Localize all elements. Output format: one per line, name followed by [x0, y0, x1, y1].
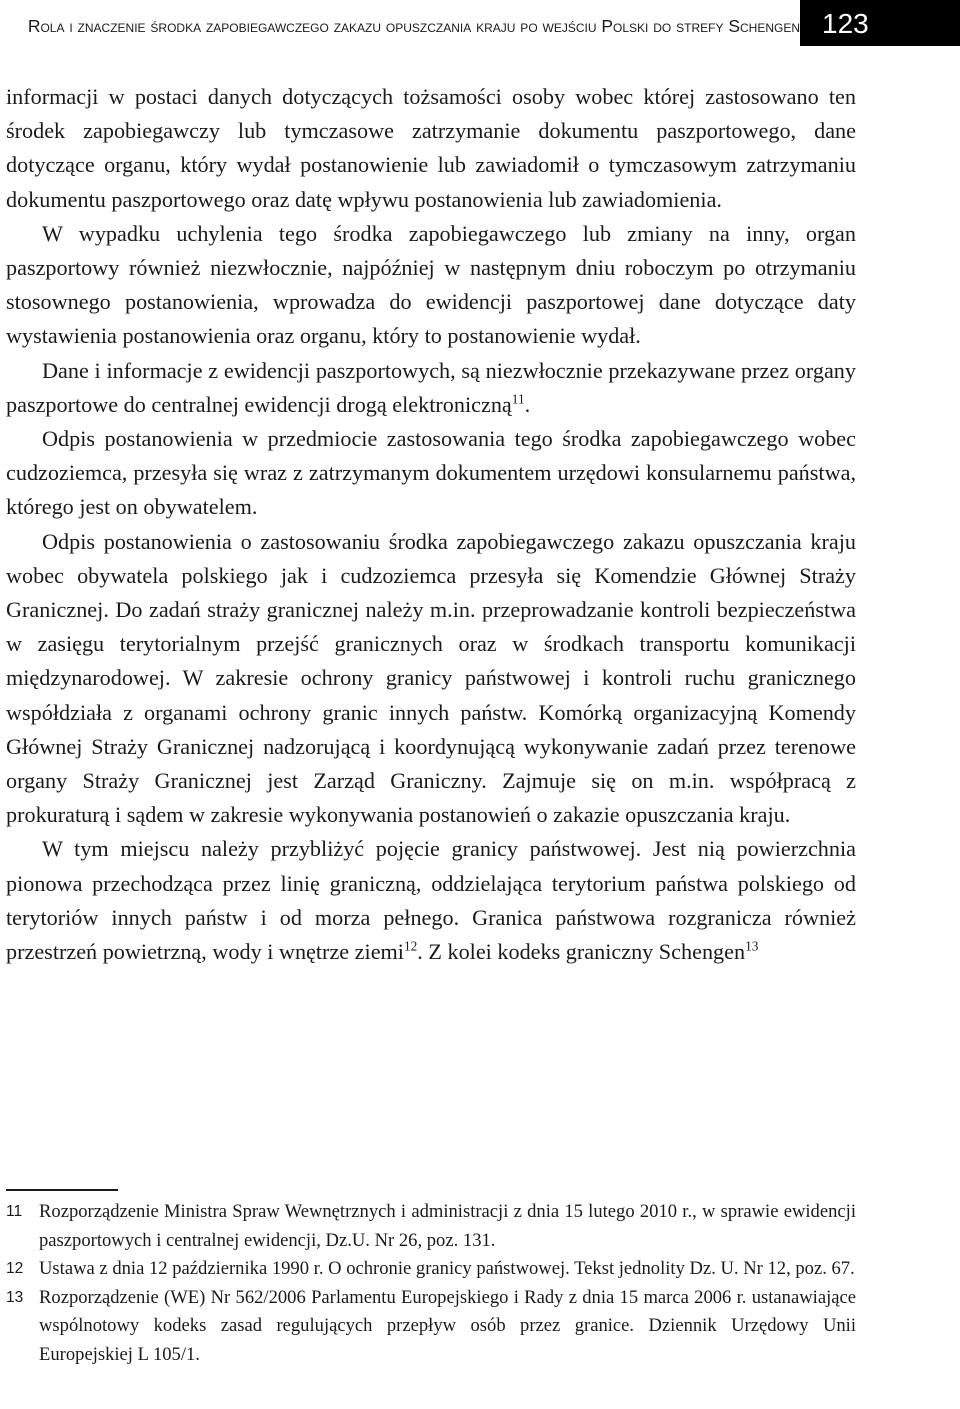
footnote-text: Rozporządzenie (WE) Nr 562/2006 Parlamentu Europejskiego i Rady z dnia 15 marca 2006 r. ustanawiające wspólnotowy kodeks zasad regulujących przepływ osób przez granice. Dziennik Urzędowy Unii Europejskiej L 105/1.: [39, 1286, 856, 1365]
paragraph: [6, 80, 856, 217]
footnote-number: 13: [6, 1288, 24, 1306]
paragraph-text-tail: . Z kolei kodeks graniczny Schengen: [417, 939, 746, 965]
body-text: [6, 80, 856, 969]
footnote-text: Ustawa z dnia 12 października 1990 r. O ochronie granicy państwowej. Tekst jednolity Dz. U. Nr 12, poz. 67.: [39, 1258, 855, 1279]
paragraph-text: Odpis postanowienia w przedmiocie zastosowania tego środka zapobiegawczego wobec cudzoziemca, przesyła się wraz z zatrzymanym dokumentem urzędowi konsularnemu państwa, którego jest on obywatelem.: [6, 426, 856, 520]
paragraph-text: W tym miejscu należy przybliżyć pojęcie granicy państwowej. Jest nią powierzchnia pionowa przechodząca przez linię graniczną, oddzielająca terytorium państwa polskiego od terytoriów innych państw i od morza pełnego. Granica państwowa rozgranicza również przestrzeń powietrzną, wody i wnętrze ziemi: [6, 836, 856, 965]
paragraph: [6, 354, 856, 422]
page-header: [0, 0, 960, 50]
paragraph: [6, 525, 856, 833]
footnote-ref: 13: [745, 938, 759, 954]
paragraph-text-tail: .: [524, 391, 531, 417]
paragraph-text: informacji w postaci danych dotyczących tożsamości osoby wobec której zastosowano ten środek zapobiegawczy lub tymczasowe zatrzymanie dokumentu paszportowego, dane dotyczące organu, który wydał postanowienie lub zawiadomił o tymczasowym zatrzymaniu dokumentu paszportowego oraz datę wpływu postanowienia lub zawiadomienia.: [6, 84, 856, 212]
paragraph: [6, 422, 856, 525]
paragraph: [6, 832, 856, 969]
footnote-number: 11: [6, 1203, 23, 1220]
footnote-ref: 12: [403, 938, 418, 954]
footnote-text: Rozporządzenie Ministra Spraw Wewnętrznych i administracji z dnia 15 lutego 2010 r., w sprawie ewidencji paszportowych i centralnej ewidencji, Dz.U. Nr 26, poz. 131.: [39, 1201, 856, 1251]
running-title: Rola i znaczenie środka zapobiegawczego zakazu opuszczania kraju po wejściu Polski do strefy Schengen: [27, 16, 800, 36]
paragraph: [6, 217, 856, 354]
paragraph-text: Dane i informacje z ewidencji paszportowych, są niezwłocznie przekazywane przez organy paszportowe do centralnej ewidencji drogą elektroniczną: [6, 357, 856, 417]
footnote-rule: [6, 1189, 118, 1191]
footnotes: [6, 1198, 856, 1369]
paragraph-text: Odpis postanowienia o zastosowaniu środka zapobiegawczego zakazu opuszczania kraju wobec obywatela polskiego jak i cudzoziemca przesyła się Komendzie Głównej Straży Granicznej. Do zadań straży granicznej należy m.in. przeprowadzanie kontroli bezpieczeństwa w zasięgu terytorialnym przejść granicznych oraz w środkach transportu komunikacji międzynarodowej. W zakresie ochrony granicy państwowej i kontroli ruchu granicznego współdziała z organami ochrony granic innych państw. Komórką organizacyjną Komendy Głównej Straży Granicznej nadzorującą i koordynującą wykonywanie zadań przez terenowe organy Straży Granicznej jest Zarząd Graniczny. Zajmuje się on m.in. współpracą z prokuraturą i sądem w zakresie wykonywania postanowień o zakazie opuszczania kraju.: [6, 528, 856, 828]
footnote: [6, 1255, 856, 1284]
footnote-ref: 11: [511, 391, 525, 407]
paragraph-text: W wypadku uchylenia tego środka zapobiegawczego lub zmiany na inny, organ paszportowy również niezwłocznie, najpóźniej w następnym dniu roboczym po otrzymaniu stosownego postanowienia, wprowadza do ewidencji paszportowej dane dotyczące daty wystawienia postanowienia oraz organu, który to postanowienie wydał.: [6, 220, 856, 349]
footnote-number: 12: [6, 1260, 24, 1277]
footnote: [6, 1198, 856, 1255]
footnote: [6, 1284, 856, 1370]
page-number: 123: [800, 0, 960, 46]
